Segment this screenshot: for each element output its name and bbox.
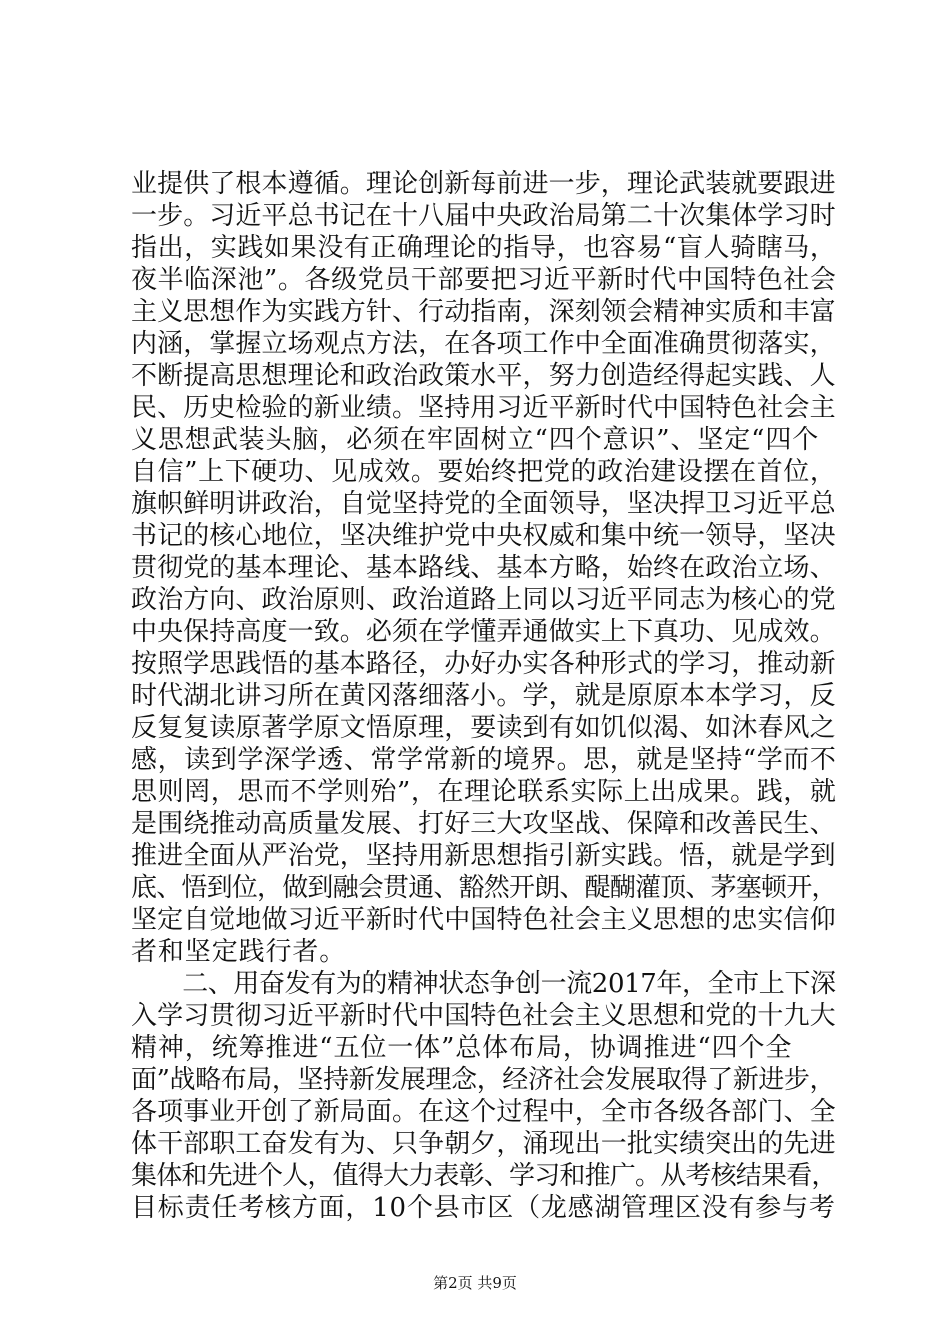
text-line: 书记的核心地位，坚决维护党中央权威和集中统一领导，坚决 <box>131 521 836 551</box>
text-line: 旗帜鲜明讲政治，自觉坚持党的全面领导，坚决捍卫习近平总 <box>131 489 836 519</box>
body-text <box>131 168 837 1224</box>
text-line: 者和坚定践行者。 <box>131 937 347 967</box>
text-line: 目标责任考核方面，10个县市区（龙感湖管理区没有参与考 <box>131 1193 836 1223</box>
text-line: 业提供了根本遵循。理论创新每前进一步，理论武装就要跟进 <box>131 169 836 199</box>
text-line: 一步。习近平总书记在十八届中央政治局第二十次集体学习时 <box>131 201 836 231</box>
text-line: 不断提高思想理论和政治政策水平，努力创造经得起实践、人 <box>131 361 836 391</box>
text-line: 政治方向、政治原则、政治道路上同以习近平同志为核心的党 <box>131 585 836 615</box>
text-line: 思则罔，思而不学则殆”，在理论联系实际上出成果。践，就 <box>131 777 837 807</box>
text-line: 时代湖北讲习所在黄冈落细落小。学，就是原原本本学习，反 <box>131 681 836 711</box>
text-line: 精神，统筹推进“五位一体”总体布局，协调推进“四个全 <box>131 1033 793 1063</box>
text-line: 贯彻党的基本理论、基本路线、基本方略，始终在政治立场、 <box>131 553 836 583</box>
text-line: 感，读到学深学透、常学常新的境界。思，就是坚持“学而不 <box>131 745 837 775</box>
text-line: 指出，实践如果没有正确理论的指导，也容易“盲人骑瞎马， <box>131 233 837 263</box>
text-line: 集体和先进个人，值得大力表彰、学习和推广。从考核结果看， <box>131 1161 837 1191</box>
text-line: 推进全面从严治党，坚持用新思想指引新实践。悟，就是学到 <box>131 841 836 871</box>
text-line: 中央保持高度一致。必须在学懂弄通做实上下真功、见成效。 <box>131 617 836 647</box>
text-line: 内涵，掌握立场观点方法，在各项工作中全面准确贯彻落实， <box>131 329 836 359</box>
text-line: 按照学思践悟的基本路径，办好办实各种形式的学习，推动新 <box>131 649 836 679</box>
text-line: 坚定自觉地做习近平新时代中国特色社会主义思想的忠实信仰 <box>131 905 836 935</box>
text-line: 自信”上下硬功、见成效。要始终把党的政治建设摆在首位， <box>131 457 837 487</box>
text-line: 面”战略布局，坚持新发展理念，经济社会发展取得了新进步， <box>131 1065 836 1095</box>
text-line: 底、悟到位，做到融会贯通、豁然开朗、醍醐灌顶、茅塞顿开， <box>131 873 837 903</box>
text-line: 是围绕推动高质量发展、打好三大攻坚战、保障和改善民生、 <box>131 809 836 839</box>
page-number-footer: 第2页 共9页 <box>433 1274 517 1292</box>
text-line: 体干部职工奋发有为、只争朝夕，涌现出一批实绩突出的先进 <box>131 1129 836 1159</box>
text-line: 民、历史检验的新业绩。坚持用习近平新时代中国特色社会主 <box>131 393 836 423</box>
text-line: 主义思想作为实践方针、行动指南，深刻领会精神实质和丰富 <box>131 297 836 327</box>
text-line: 夜半临深池”。各级党员干部要把习近平新时代中国特色社会 <box>131 265 837 295</box>
text-line: 义思想武装头脑，必须在牢固树立“四个意识”、坚定“四个 <box>131 425 820 455</box>
text-line: 反复复读原著学原文悟原理，要读到有如饥似渴、如沐春风之 <box>131 713 836 743</box>
text-line: 各项事业开创了新局面。在这个过程中，全市各级各部门、全 <box>131 1097 836 1127</box>
text-line: 二、用奋发有为的精神状态争创一流2017年，全市上下深 <box>131 969 836 999</box>
text-line: 入学习贯彻习近平新时代中国特色社会主义思想和党的十九大 <box>131 1001 836 1031</box>
